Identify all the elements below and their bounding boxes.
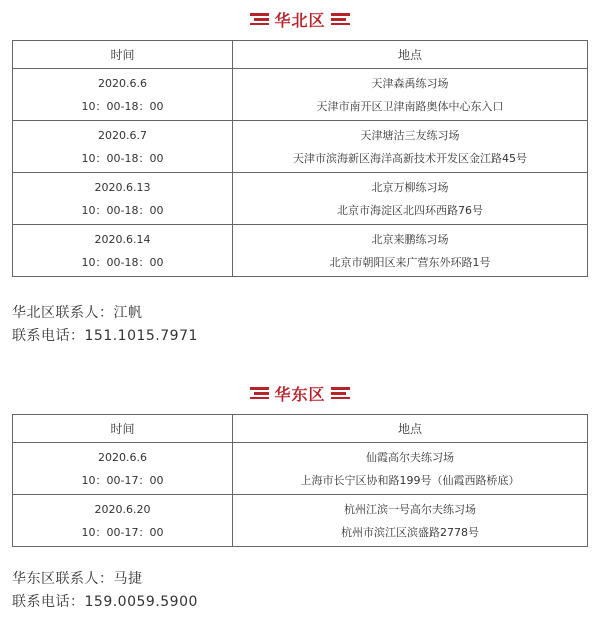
time-cell [13,443,233,495]
table-header-row [13,41,588,69]
table-header-row [13,415,588,443]
time-column-header: 时间 [13,415,233,443]
table-row [13,173,588,225]
contact-person: 华北区联系人：江帆 [12,305,143,321]
date-text: 2020.6.13 [94,180,151,194]
location-cell [233,173,588,225]
venue-text: 天津塘沽三友练习场 [360,128,460,142]
hours-text: 10：00-18：00 [81,151,164,165]
left-stripes-icon [248,12,270,26]
hours-text: 10：00-18：00 [81,255,164,269]
date-text: 2020.6.20 [94,502,151,516]
right-stripes-icon [330,386,352,400]
hours-text: 10：00-18：00 [81,99,164,113]
time-cell [13,173,233,225]
table-row [13,443,588,495]
address-text: 北京市朝阳区来广营东外环路1号 [329,255,491,269]
east-schedule-table [12,414,588,547]
address-text: 北京市海淀区北四环西路76号 [337,203,483,217]
hours-text: 10：00-18：00 [81,203,164,217]
hours-text: 10：00-17：00 [81,473,164,487]
address-text: 天津市滨海新区海洋高新技术开发区金江路45号 [293,151,527,165]
venue-text: 天津森禹练习场 [371,76,449,90]
time-column-header: 时间 [13,41,233,69]
north-schedule-table [12,40,588,277]
east-title-text: 华东区 [274,384,326,404]
address-text: 天津市南开区卫津南路奥体中心东入口 [316,99,504,113]
table-row [13,121,588,173]
location-cell [233,69,588,121]
location-cell [233,443,588,495]
left-stripes-icon [248,386,270,400]
contact-phone: 联系电话：151.1015.7971 [12,328,198,344]
venue-text: 杭州江滨一号高尔夫练习场 [344,502,476,516]
location-column-header: 地点 [233,41,588,69]
location-cell [233,225,588,277]
address-text: 杭州市滨江区滨盛路2778号 [341,525,479,539]
date-text: 2020.6.6 [98,76,147,90]
contact-person: 华东区联系人：马捷 [12,571,143,587]
table-row [13,69,588,121]
east-contact [12,568,198,614]
table-row [13,225,588,277]
time-cell [13,69,233,121]
time-cell [13,495,233,547]
venue-text: 北京来鹏练习场 [371,232,449,246]
venue-text: 仙霞高尔夫练习场 [366,450,454,464]
date-text: 2020.6.7 [98,128,147,142]
time-cell [13,121,233,173]
north-region-title [0,7,600,31]
date-text: 2020.6.6 [98,450,147,464]
east-region-title [0,381,600,405]
address-text: 上海市长宁区协和路199号（仙霞西路桥底） [300,473,520,487]
location-cell [233,121,588,173]
time-cell [13,225,233,277]
hours-text: 10：00-17：00 [81,525,164,539]
venue-text: 北京万柳练习场 [371,180,449,194]
location-column-header: 地点 [233,415,588,443]
table-row [13,495,588,547]
north-contact [12,302,198,348]
north-title-text: 华北区 [274,10,326,30]
date-text: 2020.6.14 [94,232,151,246]
contact-phone: 联系电话：159.0059.5900 [12,594,198,610]
right-stripes-icon [330,12,352,26]
location-cell [233,495,588,547]
